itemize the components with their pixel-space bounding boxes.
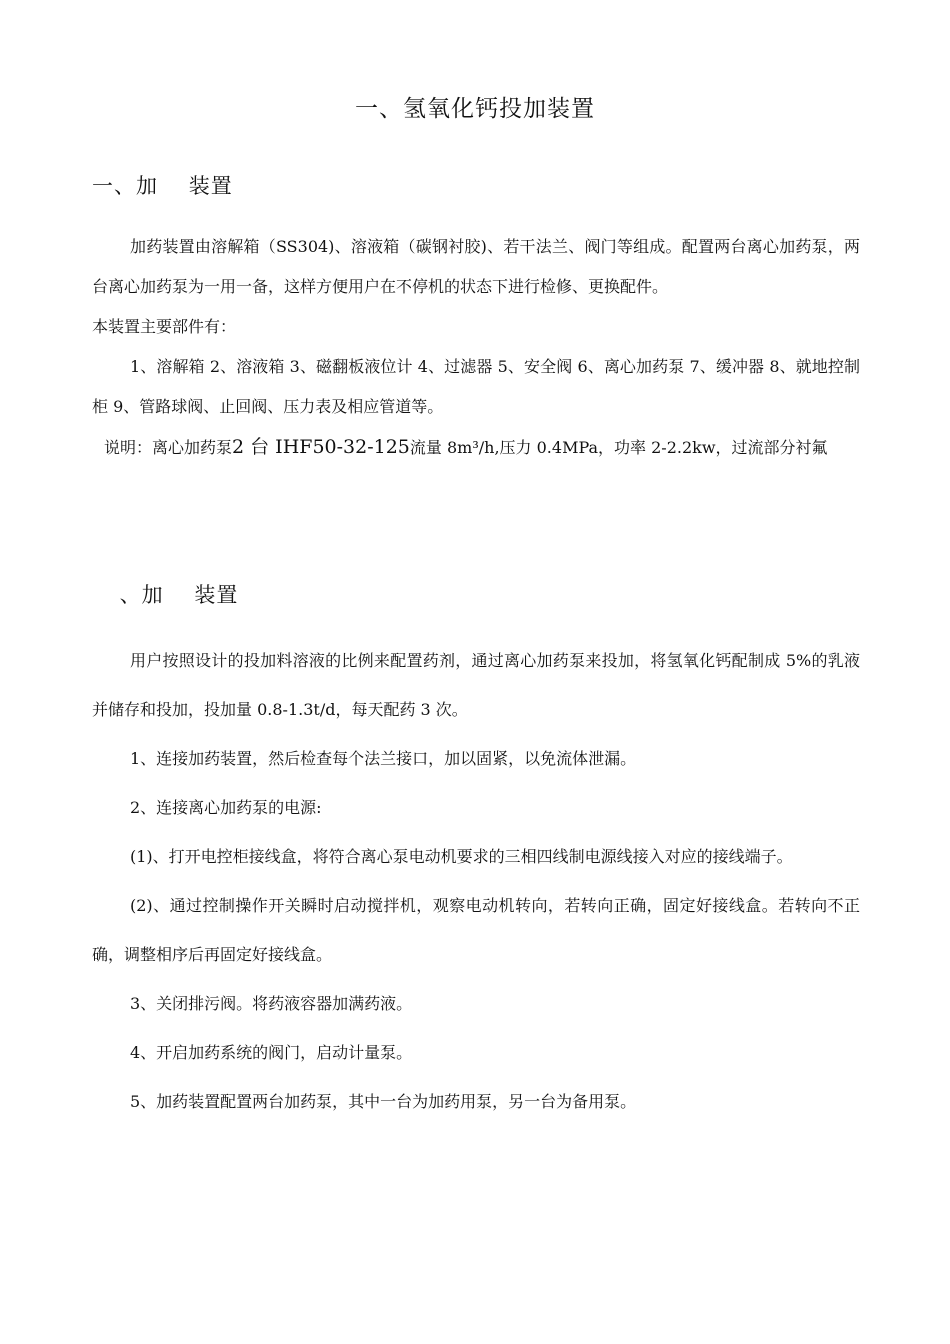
pump-model: 2 台 IHF50-32-125 — [232, 436, 410, 458]
section-2-paragraph: 3、关闭排污阀。将药液容器加满药液。 — [130, 994, 413, 1013]
pump-spec-note — [92, 427, 860, 468]
section-2-paragraph: 4、开启加药系统的阀门，启动计量泵。 — [130, 1043, 413, 1062]
pump-note-prefix: 说明：离心加药泵 — [104, 438, 233, 457]
components-label: 本装置主要部件有： — [92, 317, 237, 336]
section-2-paragraph: (1)、打开电控柜接线盒，将符合离心泵电动机要求的三相四线制电源线接入对应的接线端子。 — [130, 847, 793, 866]
section-2-body — [92, 636, 860, 1126]
section-2-paragraph: 1、连接加药装置，然后检查每个法兰接口，加以固紧，以免流体泄漏。 — [130, 749, 637, 768]
section-2-heading: 、加 装置 — [112, 583, 239, 607]
components-list: 1、溶解箱 2、溶液箱 3、磁翻板液位计 4、过滤器 5、安全阀 6、离心加药泵 7、缓冲器 8、就地控制柜 9、管路球阀、止回阀、压力表及相应管道等。 — [92, 357, 860, 416]
document-title: 一、氢氧化钙投加装置 — [355, 96, 595, 122]
pump-note-suffix: 流量 8m³/h,压力 0.4MPa，功率 2-2.2kw，过流部分衬氟 — [409, 438, 828, 457]
section-2-paragraph: 用户按照设计的投加料溶液的比例来配置药剂，通过离心加药泵来投加，将氢氧化钙配制成 5%的乳液并储存和投加，投加量 0.8-1.3t/d，每天配药 3 次。 — [92, 651, 860, 719]
section-1-body — [92, 227, 860, 468]
section-2-paragraph: 2、连接离心加药泵的电源: — [130, 798, 322, 817]
section-1-heading: 一、加 装置 — [92, 174, 233, 198]
section-1-intro-paragraph: 加药装置由溶解箱（SS304)、溶液箱（碳钢衬胶)、若干法兰、阀门等组成。配置两台离心加药泵，两台离心加药泵为一用一备，这样方便用户在不停机的状态下进行检修、更换配件。 — [92, 237, 860, 296]
section-2-paragraph: 5、加药装置配置两台加药泵，其中一台为加药用泵，另一台为备用泵。 — [130, 1092, 637, 1111]
section-2-paragraph: (2)、通过控制操作开关瞬时启动搅拌机，观察电动机转向，若转向正确，固定好接线盒。若转向不正确，调整相序后再固定好接线盒。 — [92, 896, 860, 964]
